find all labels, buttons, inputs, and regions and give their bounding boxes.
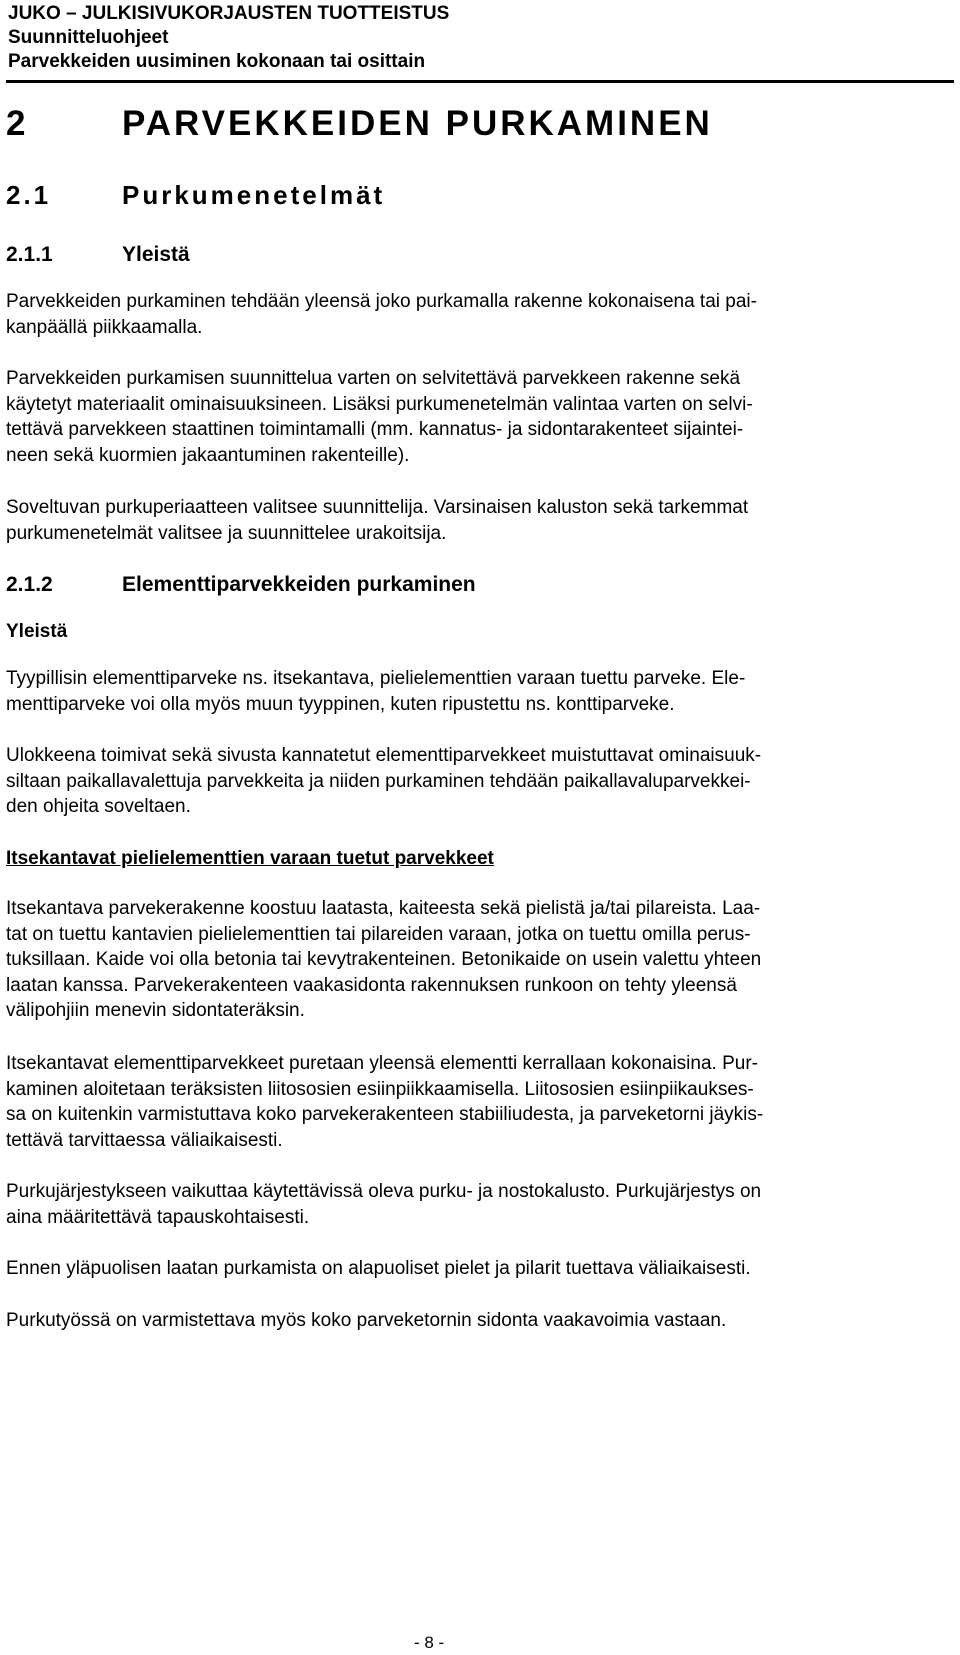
chapter-number: 2 xyxy=(6,104,29,143)
paragraph-line: Ennen yläpuolisen laatan purkamista on alapuoliset pielet ja pilarit tuettava väliaikaisesti. xyxy=(6,1258,751,1279)
subsection-heading-yleista xyxy=(6,243,190,267)
paragraph-line: siltaan paikallavalettuja parvekkeita ja niiden purkaminen tehdään paikallavaluparvekkei- xyxy=(6,770,751,792)
paragraph-line: Parvekkeiden purkaminen tehdään yleensä joko purkamalla rakenne kokonaisena tai pai- xyxy=(6,291,757,312)
paragraph-line: käytetyt materiaalit ominaisuuksineen. Lisäksi purkumenetelmän valintaa varten on selvi- xyxy=(6,393,753,415)
paragraph-line: aina määritettävä tapauskohtaisesti. xyxy=(6,1206,310,1228)
paragraph-line: tettävä parvekkeen staattinen toimintamalli (mm. kannatus- ja sidontarakenteet sijaintei- xyxy=(6,419,744,440)
paragraph-line: sa on kuitenkin varmistuttava koko parvekerakenteen stabiiliudesta, ja parveketorni jäykis- xyxy=(6,1104,764,1125)
paragraph-line: purkumenetelmät valitsee ja suunnittelee urakoitsija. xyxy=(6,522,447,544)
paragraph-line: Purkujärjestykseen vaikuttaa käytettävissä oleva purku- ja nostokalusto. Purkujärjestys on xyxy=(6,1181,762,1202)
section-number: 2.1 xyxy=(6,180,52,210)
page-number: - 8 - xyxy=(414,1633,445,1652)
paragraph-line: tat on tuettu kantavien pielielementtien tai pilareiden varaan, jotka on tuettu omilla perus- xyxy=(6,923,751,945)
paragraph-line: välipohjiin menevin sidontateräksin. xyxy=(6,1000,305,1021)
paragraph-line: neen sekä kuormien jakaantuminen rakenteille). xyxy=(6,444,410,466)
chapter-heading xyxy=(6,104,713,144)
paragraph-10 xyxy=(6,1308,726,1334)
paragraph-4 xyxy=(6,666,745,717)
subsection-title: Elementtiparvekkeiden purkaminen xyxy=(122,573,476,596)
paragraph-line: Itsekantavat elementtiparvekkeet puretaan yleensä elementti kerrallaan kokonaisina. Pur- xyxy=(6,1053,758,1074)
subsection-number: 2.1.2 xyxy=(6,573,53,596)
header-title: JUKO – JULKISIVUKORJAUSTEN TUOTTEISTUS xyxy=(8,3,450,24)
section-heading xyxy=(6,180,385,211)
section-title: Purkumenetelmät xyxy=(122,180,386,210)
paragraph-8 xyxy=(6,1179,761,1230)
paragraph-line: Itsekantava parvekerakenne koostuu laatasta, kaiteesta sekä pielistä ja/tai pilareista. Laa- xyxy=(6,898,761,919)
chapter-title: PARVEKKEIDEN PURKAMINEN xyxy=(122,104,713,143)
subsection-heading-elementtiparvekkeet xyxy=(6,573,476,597)
subsection-title: Yleistä xyxy=(122,243,190,266)
paragraph-line: kaminen aloitetaan teräksisten liitososien esiinpiikkaamisella. Liitososien esiinpiikaukses- xyxy=(6,1078,754,1100)
paragraph-1 xyxy=(6,289,757,340)
paragraph-line: Ulokkeena toimivat sekä sivusta kannatetut elementtiparvekkeet muistuttavat ominaisuuk- xyxy=(6,745,762,766)
paragraph-line: tuksillaan. Kaide voi olla betonia tai kevytrakenteinen. Betonikaide on usein valettu yhteen xyxy=(6,949,762,970)
paragraph-line: Purkutyössä on varmistettava myös koko parveketornin sidonta vaakavoimia vastaan. xyxy=(6,1310,727,1331)
paragraph-3 xyxy=(6,495,748,546)
document-header xyxy=(8,2,948,74)
subsection-number: 2.1.1 xyxy=(6,243,53,266)
paragraph-line: kanpäällä piikkaamalla. xyxy=(6,316,203,338)
header-subtitle: Suunnitteluohjeet xyxy=(8,27,169,48)
paragraph-7 xyxy=(6,1051,763,1153)
paragraph-6 xyxy=(6,896,761,1024)
header-topic: Parvekkeiden uusiminen kokonaan tai osittain xyxy=(8,51,426,72)
paragraph-2 xyxy=(6,366,753,468)
paragraph-9 xyxy=(6,1256,751,1282)
underlined-heading: Itsekantavat pielielementtien varaan tuetut parvekkeet xyxy=(6,848,494,869)
header-divider xyxy=(6,80,954,83)
paragraph-line: laatan kanssa. Parvekerakenteen vaakasidonta rakennuksen runkoon on tehty yleensä xyxy=(6,974,737,996)
paragraph-line: tettävä tarvittaessa väliaikaisesti. xyxy=(6,1129,283,1151)
paragraph-5 xyxy=(6,743,761,820)
paragraph-line: den ohjeita soveltaen. xyxy=(6,796,191,817)
paragraph-line: Tyypillisin elementtiparveke ns. itsekantava, pielielementtien varaan tuettu parveke. Ele- xyxy=(6,668,746,689)
minor-heading-yleista: Yleistä xyxy=(6,621,68,642)
paragraph-line: menttiparveke voi olla myös muun tyyppinen, kuten ripustettu ns. konttiparveke. xyxy=(6,693,675,715)
paragraph-line: Parvekkeiden purkamisen suunnittelua varten on selvitettävä parvekkeen rakenne sekä xyxy=(6,368,741,389)
paragraph-line: Soveltuvan purkuperiaatteen valitsee suunnittelija. Varsinaisen kaluston sekä tarkemmat xyxy=(6,497,749,518)
